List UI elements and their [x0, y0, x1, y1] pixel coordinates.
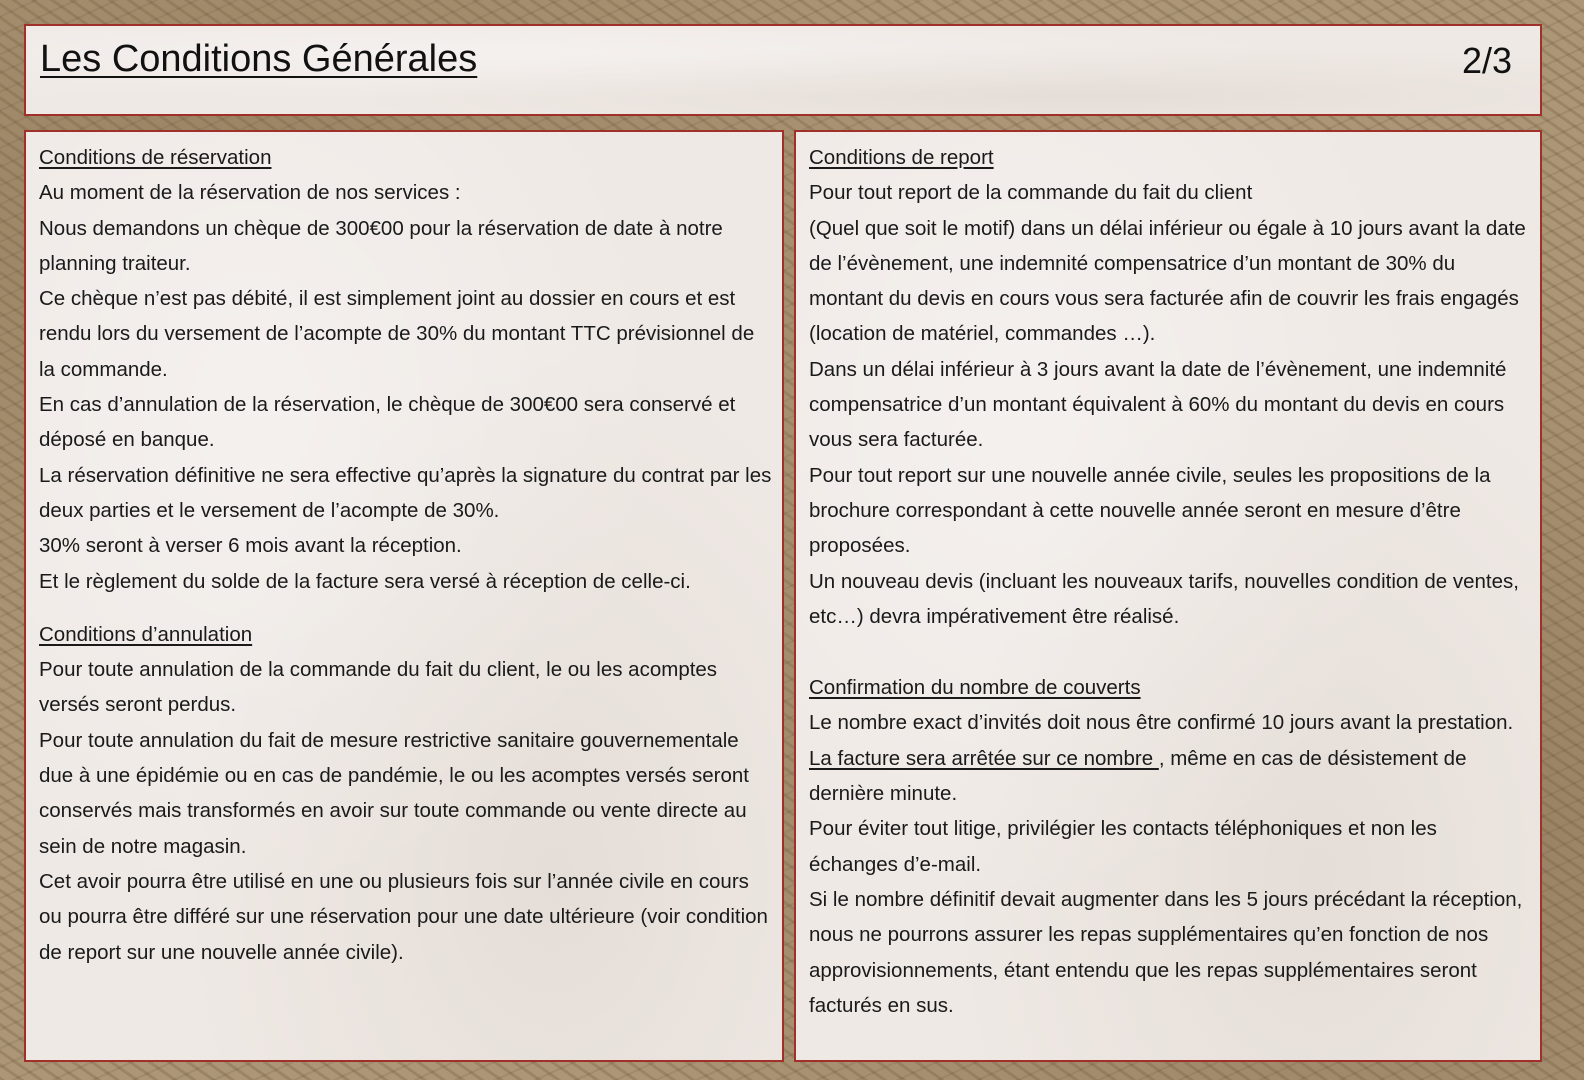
- annulation-paragraph: Pour toute annulation du fait de mesure restrictive sanitaire gouvernementale due à une épidémie ou en cas de pandémie, le ou les acomptes versés seront conservés mais transformés en avoir sur toute commande ou vente directe au sein de notre magasin.: [39, 728, 749, 858]
- page-title: Les Conditions Générales: [40, 38, 478, 80]
- annulation-section: [39, 617, 772, 970]
- reservation-paragraph: Ce chèque n’est pas débité, il est simplement joint au dossier en cours et est rendu lors du versement de l’acompte de 30% du montant TTC prévisionnel de la commande.: [39, 287, 755, 381]
- page-number: 2/3: [1461, 40, 1512, 81]
- left-column-content: [39, 140, 772, 970]
- reservation-paragraph: La réservation définitive ne sera effective qu’après la signature du contrat par les deux parties et le versement de l’acompte de 30%.: [39, 463, 772, 522]
- report-paragraph: (Quel que soit le motif) dans un délai inférieur ou égale à 10 jours avant la date de l’évènement, une indemnité compensatrice d’un montant de 30% du montant du devis en cours vous sera facturée afin de couvrir les frais engagés (location de matériel, commandes …).: [809, 216, 1526, 346]
- annulation-paragraph: Cet avoir pourra être utilisé en une ou plusieurs fois sur l’année civile en cours ou pourra être différé sur une réservation pour une date ultérieure (voir condition de report sur une nouvelle année civile).: [39, 869, 768, 964]
- couverts-text: , même en cas de désistement de dernière minute.: [809, 746, 1467, 806]
- report-title: Conditions de report: [809, 146, 994, 169]
- couverts-paragraph: [809, 705, 1530, 811]
- reservation-paragraph: Nous demandons un chèque de 300€00 pour la réservation de date à notre planning traiteur.: [39, 216, 723, 275]
- left-column-panel: [24, 130, 784, 1062]
- reservation-paragraph: En cas d’annulation de la réservation, le chèque de 300€00 sera conservé et déposé en banque.: [39, 393, 736, 452]
- couverts-paragraph: Pour éviter tout litige, privilégier les contacts téléphoniques et non les échanges d’e-mail.: [809, 817, 1437, 876]
- report-paragraph: Pour tout report de la commande du fait du client: [809, 181, 1253, 205]
- couverts-paragraph: Si le nombre définitif devait augmenter dans les 5 jours précédant la réception, nous ne pourrons assurer les repas supplémentaires qu’en fonction de nos approvisionnements, étant entendu que les repas supplémentaires seront facturés en sus.: [809, 887, 1523, 1017]
- reservation-paragraph: Et le règlement du solde de la facture sera versé à réception de celle-ci.: [39, 569, 691, 593]
- reservation-title: Conditions de réservation: [39, 146, 272, 169]
- header-panel: [24, 24, 1542, 116]
- annulation-paragraph: Pour toute annulation de la commande du fait du client, le ou les acomptes versés seront perdus.: [39, 658, 718, 717]
- right-column-panel: [794, 130, 1542, 1062]
- report-paragraph: Pour tout report sur une nouvelle année civile, seules les propositions de la brochure correspondant à cette nouvelle année seront en mesure d’être proposées.: [809, 463, 1491, 558]
- section-spacer: [39, 599, 772, 617]
- reservation-paragraph: 30% seront à verser 6 mois avant la réception.: [39, 534, 462, 558]
- couverts-emphasis: La facture sera arrêtée sur ce nombre: [809, 746, 1159, 770]
- couverts-title: Confirmation du nombre de couverts: [809, 676, 1141, 700]
- couverts-text: Le nombre exact d’invités doit nous être confirmé 10 jours avant la prestation.: [809, 711, 1514, 735]
- section-spacer: [809, 634, 1530, 670]
- reservation-section: [39, 140, 772, 599]
- report-section: [809, 140, 1530, 634]
- right-column-content: [809, 140, 1530, 1023]
- reservation-paragraph: Au moment de la réservation de nos services :: [39, 181, 461, 205]
- report-paragraph: Un nouveau devis (incluant les nouveaux tarifs, nouvelles condition de ventes, etc…) devra impérativement être réalisé.: [809, 569, 1519, 628]
- couverts-section: [809, 670, 1530, 1023]
- report-paragraph: Dans un délai inférieur à 3 jours avant la date de l’évènement, une indemnité compensatrice d’un montant équivalent à 60% du montant du devis en cours vous sera facturée.: [809, 357, 1507, 452]
- annulation-title: Conditions d’annulation: [39, 622, 253, 646]
